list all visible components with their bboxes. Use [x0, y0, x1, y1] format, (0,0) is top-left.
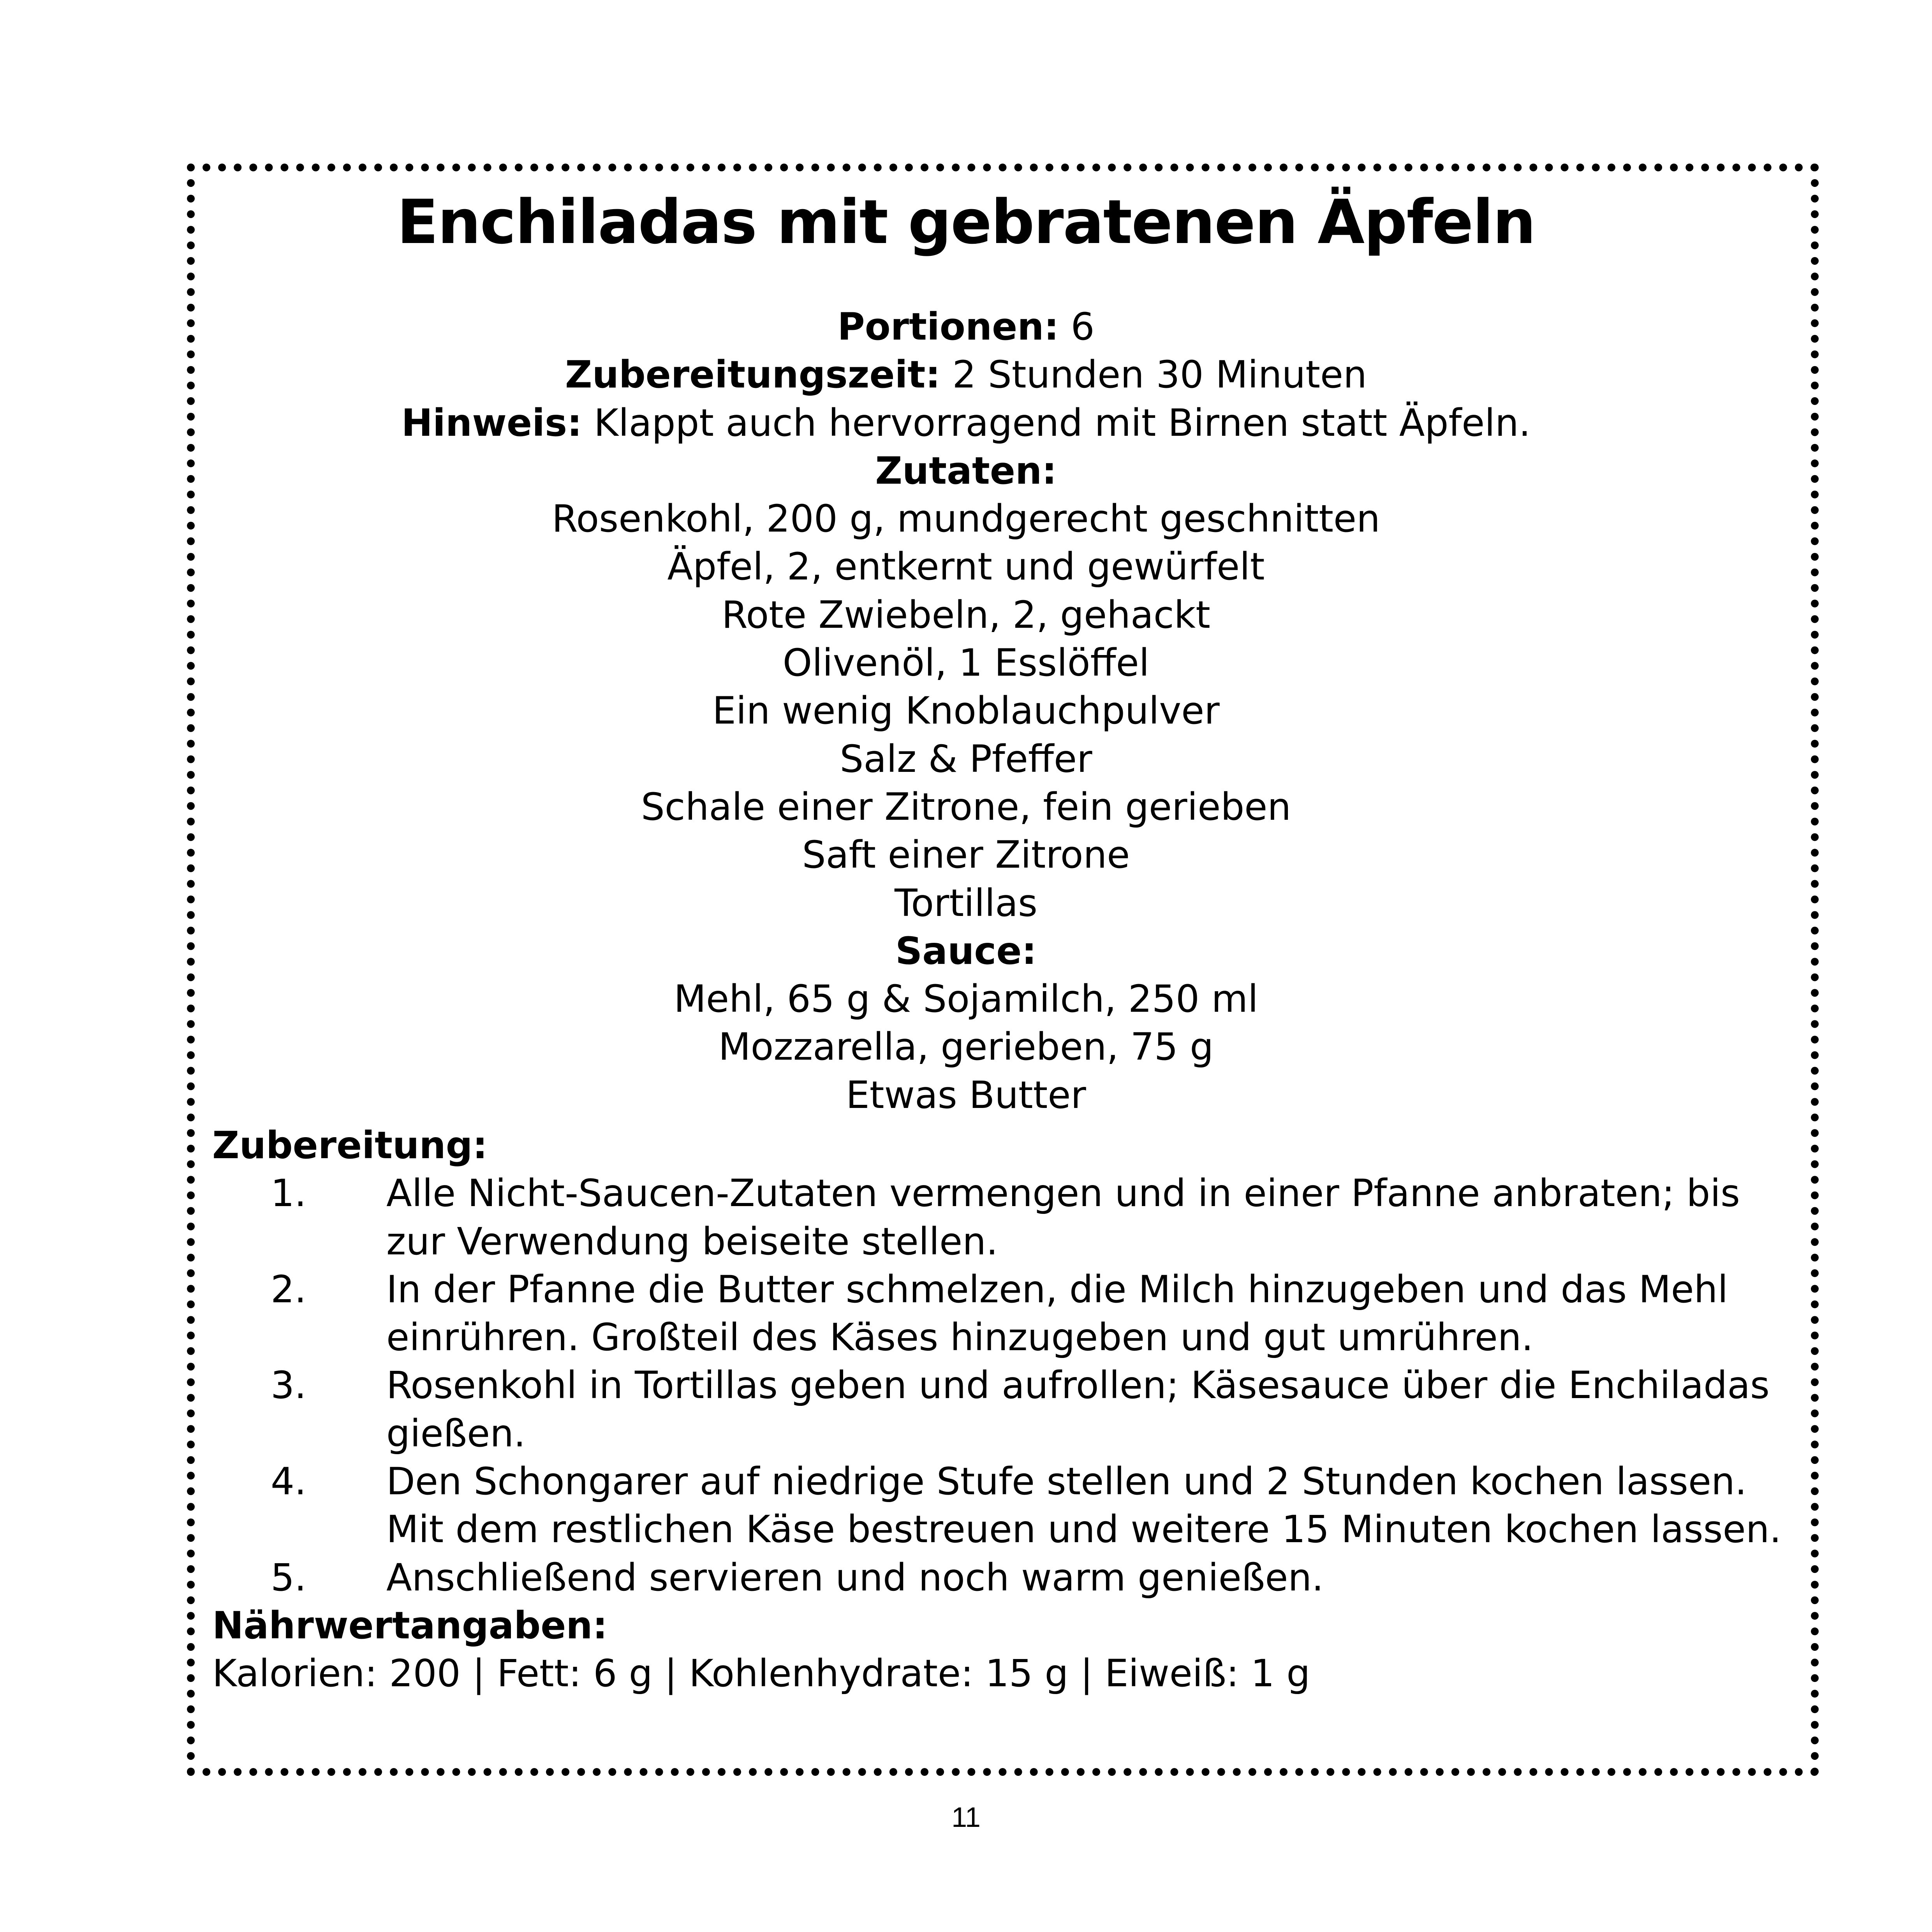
step-item: [212, 1554, 1793, 1602]
note-line: [0, 399, 1932, 447]
step-number: 5.: [271, 1555, 306, 1599]
step-item: [212, 1169, 1793, 1266]
ingredient-item: Rosenkohl, 200 g, mundgerecht geschnitten: [552, 497, 1380, 541]
sauce-item: Mozzarella, gerieben, 75 g: [718, 1025, 1214, 1069]
step-text: In der Pfanne die Butter schmelzen, die Milch hinzugeben und das Mehl einrühren. Großteil des Käses hinzugeben und gut umrühren.: [386, 1267, 1728, 1360]
instructions-block: [212, 1122, 1793, 1698]
step-text: Anschließend servieren und noch warm genießen.: [386, 1555, 1324, 1599]
ingredient-item: Rote Zwiebeln, 2, gehackt: [722, 593, 1210, 637]
note-label: Hinweis:: [401, 401, 582, 445]
step-item: [212, 1361, 1793, 1458]
sauce-heading: Sauce:: [895, 929, 1037, 973]
step-text: Alle Nicht-Saucen-Zutaten vermengen und in einer Pfanne anbraten; bis zur Verwendung beiseite stellen.: [386, 1171, 1740, 1263]
preparation-heading: Zubereitung:: [212, 1124, 488, 1167]
step-number: 2.: [271, 1267, 306, 1311]
step-number: 1.: [271, 1171, 306, 1215]
recipe-header-block: [0, 303, 1932, 1119]
recipe-title: Enchiladas mit gebratenen Äpfeln: [397, 187, 1535, 257]
step-text: Den Schongarer auf niedrige Stufe stellen und 2 Stunden kochen lassen. Mit dem restlichen Käse bestreuen und weitere 15 Minuten kochen lassen.: [386, 1460, 1782, 1552]
page-number: 11: [951, 1802, 981, 1833]
ingredient-item: Tortillas: [894, 881, 1038, 925]
nutrition-text: Kalorien: 200 | Fett: 6 g | Kohlenhydrate: 15 g | Eiweiß: 1 g: [212, 1652, 1310, 1696]
sauce-item: Etwas Butter: [846, 1073, 1086, 1117]
prep-time-line: [0, 351, 1932, 399]
step-item: [212, 1266, 1793, 1362]
ingredient-item: Äpfel, 2, entkernt und gewürfelt: [667, 545, 1265, 589]
step-item: [212, 1458, 1793, 1554]
ingredient-item: Salz & Pfeffer: [840, 737, 1092, 781]
preparation-steps: [212, 1169, 1793, 1602]
ingredients-heading: Zutaten:: [875, 449, 1057, 493]
step-number: 3.: [271, 1363, 306, 1407]
portions-line: [0, 303, 1932, 351]
sauce-item: Mehl, 65 g & Sojamilch, 250 ml: [674, 977, 1258, 1021]
nutrition-heading: Nährwertangaben:: [212, 1603, 608, 1647]
step-text: Rosenkohl in Tortillas geben und aufrollen; Käsesauce über die Enchiladas gießen.: [386, 1363, 1770, 1455]
prep-time-label: Zubereitungszeit:: [565, 353, 940, 397]
ingredient-item: Saft einer Zitrone: [802, 833, 1130, 877]
ingredient-item: Olivenöl, 1 Esslöffel: [782, 641, 1150, 685]
note-value: Klappt auch hervorragend mit Birnen statt Äpfeln.: [594, 401, 1531, 445]
step-number: 4.: [271, 1460, 306, 1504]
portions-label: Portionen:: [837, 305, 1059, 349]
ingredient-item: Ein wenig Knoblauchpulver: [712, 689, 1220, 733]
ingredient-item: Schale einer Zitrone, fein gerieben: [641, 785, 1291, 829]
portions-value: 6: [1071, 305, 1095, 349]
prep-time-value: 2 Stunden 30 Minuten: [952, 353, 1367, 397]
